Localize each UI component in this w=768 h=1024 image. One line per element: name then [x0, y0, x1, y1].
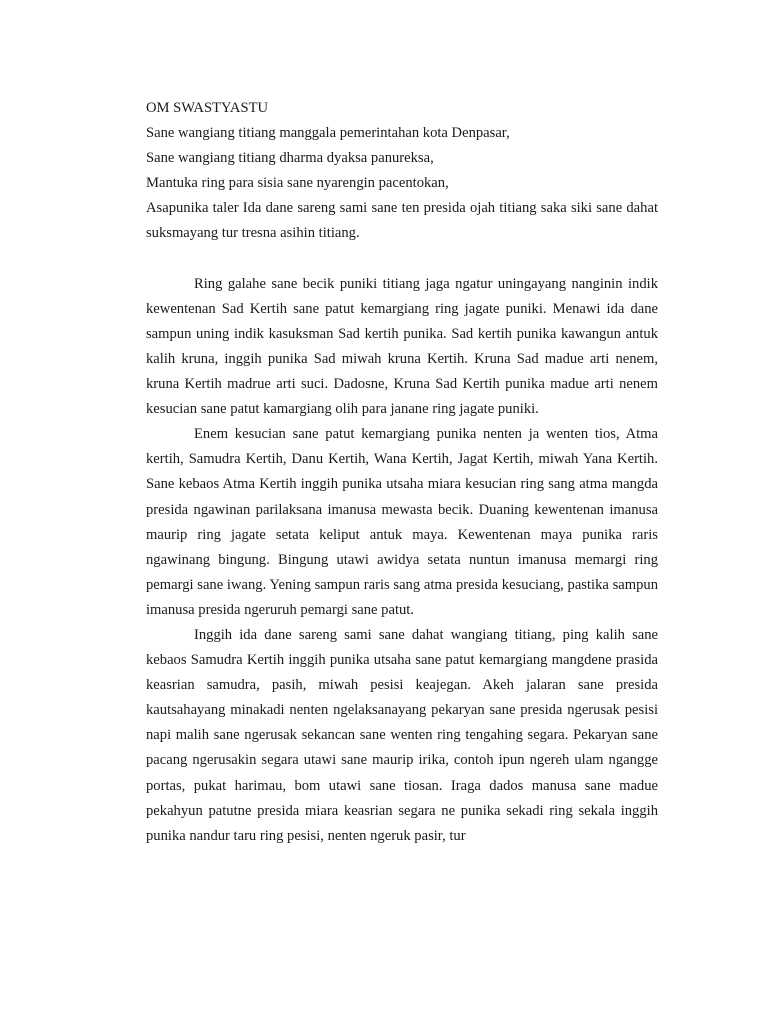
document-page — [146, 96, 658, 849]
paragraph-2: Enem kesucian sane patut kemargiang punika nenten ja wenten tios, Atma kertih, Samudra Kertih, Danu Kertih, Wana Kertih, Jagat Kertih, miwah Yana Kertih. Sane kebaos Atma Kertih inggih punika utsaha miara kesucian ring sang atma mangda presida ngawinan parilaksana imanusa mewasta becik. Duaning kewentenan imanusa maurip ring jagate setata keliput antuk maya. Kewentenan maya punika raris ngawinang bingung. Bingung utawi awidya setata nuntun imanusa memargi ring pemargi sane iwang. Yening sampun raris sang atma presida kesuciang, pastika sampun imanusa presida ngeruruh pemargi sane patut. — [146, 426, 658, 618]
greeting-line-1: Sane wangiang titiang manggala pemerintahan kota Denpasar, — [146, 125, 510, 142]
greeting-line-2: Sane wangiang titiang dharma dyaksa panureksa, — [146, 150, 434, 167]
greeting-line-3: Mantuka ring para sisia sane nyarengin pacentokan, — [146, 175, 449, 192]
greeting-title: OM SWASTYASTU — [146, 100, 269, 116]
greeting-line-4: Asapunika taler Ida dane sareng sami sane ten presida ojah titiang saka siki sane dahat suksmayang tur tresna asihin titiang. — [146, 200, 658, 242]
paragraph-3: Inggih ida dane sareng sami sane dahat wangiang titiang, ping kalih sane kebaos Samudra Kertih inggih punika utsaha sane patut kemargiang mangdene prasida keasrian samudra, pasih, miwah pesisi keajegan. Akeh jalaran sane presida kautsahayang minakadi nenten ngelaksanayang pekaryan sane presida ngerusak pesisi napi malih sane ngerusak sekancan sane wenten ring tengahing segara. Pekaryan sane pacang ngerusakin segara utawi sane maurip irika, contoh ipun ngereh ulam ngangge portas, pukat harimau, bom utawi sane tiosan. Iraga dados manusa sane madue pekahyun patutne presida miara keasrian segara ne punika sekadi ring sekala inggih punika nandur taru ring pesisi, nenten ngeruk pasir, tur — [146, 626, 658, 844]
greeting-block — [146, 96, 658, 247]
paragraph-spacer — [146, 247, 658, 272]
paragraph-1: Ring galahe sane becik puniki titiang jaga ngatur uningayang nanginin indik kewentenan Sad Kertih sane patut kemargiang ring jagate puniki. Menawi ida dane sampun uning indik kasuksman Sad kertih punika. Sad kertih punika kawangun antuk kalih kruna, inggih punika Sad miwah kruna Kertih. Kruna Sad madue arti nenem, kruna Kertih madrue arti suci. Dadosne, Kruna Sad Kertih punika madue arti nenem kesucian sane patut kamargiang olih para janane ring jagate puniki. — [146, 275, 658, 418]
